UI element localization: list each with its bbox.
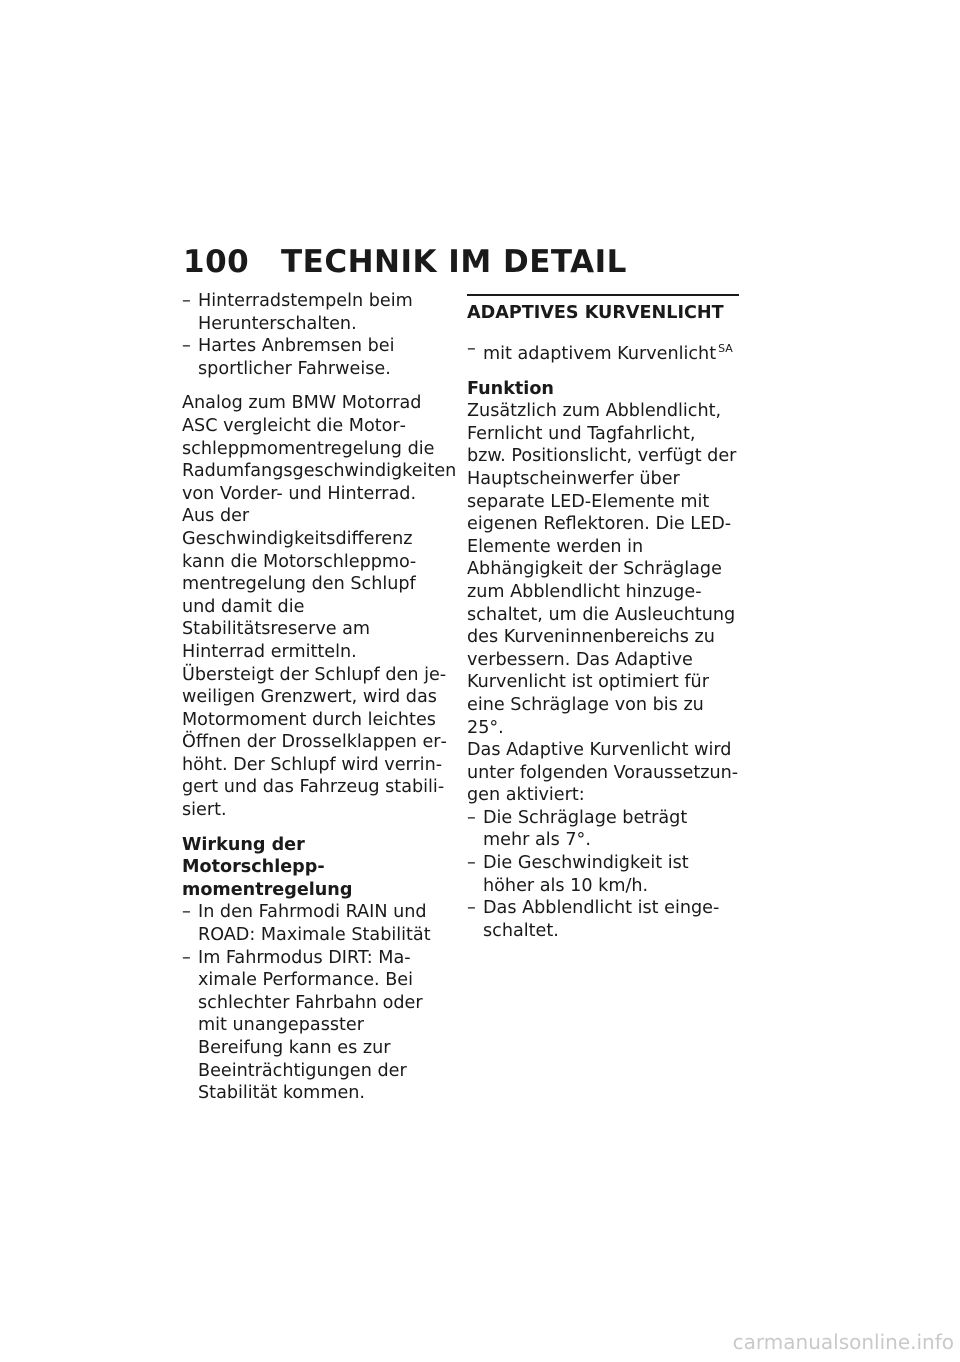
watermark: carmanualsonline.info — [732, 1330, 954, 1354]
equipment-label: mit adaptivem Kurvenlicht — [483, 344, 717, 364]
list-item: – Die Geschwindigkeit ist höher als 10 km/h. — [467, 852, 739, 897]
page-title: TECHNIK IM DETAIL — [281, 244, 627, 280]
list-item: – Die Schräglage beträgt mehr als 7°. — [467, 807, 739, 852]
list-item: – Das Abblendlicht ist eingeschaltet. — [467, 897, 739, 942]
list-item: – Hinterradstempeln beim Herunterschalten. — [182, 290, 452, 335]
list-item: – Hartes Anbremsen bei sportlicher Fahrweise. — [182, 335, 452, 380]
list-item: – In den Fahrmodi RAIN und ROAD: Maximale Stabilität — [182, 901, 452, 946]
subheading-function: Funktion — [467, 378, 554, 399]
page-header — [183, 244, 627, 280]
paragraph-slip-threshold: Übersteigt der Schlupf den jeweiligen Grenzwert, wird das Motormoment durch leichtes Öffnen der Drosselklappen erhöht. Der Schlupf wird verringert und das Fahrzeug stabilisiert. — [182, 664, 447, 821]
section-title: ADAPTIVES KURVENLICHT — [467, 294, 739, 324]
equipment-list — [467, 338, 739, 366]
subheading-effect: Wirkung der Motorschleppmomentregelung — [182, 834, 353, 900]
page-number: 100 — [183, 244, 250, 280]
equipment-item — [467, 338, 739, 366]
special-equipment-marker: SA — [718, 342, 733, 355]
paragraph-asc-comparison: Analog zum BMW Motorrad ASC vergleicht die Motorschleppmomentregelung die Radumfangsgeschwindigkeiten von Vorder- und Hinterrad. Aus der Geschwindigkeitsdifferenz kann die Motorschleppmomentregelung den Schlupf und damit die Stabilitätsreserve am Hinterrad ermitteln. — [182, 393, 457, 662]
riding-mode-list — [182, 901, 452, 1104]
braking-conditions-list — [182, 290, 452, 380]
list-item: – Im Fahrmodus DIRT: Maximale Performance. Bei schlechter Fahrbahn oder mit unangepasster Bereifung kann es zur Beeinträchtigungen der Stabilität kommen. — [182, 947, 452, 1105]
paragraph-function: Zusätzlich zum Abblendlicht, Fernlicht und Tagfahrlicht, bzw. Positionslicht, verfügt der Hauptscheinwerfer über separate LED-Elemente mit eigenen Reflektoren. Die LED-Elemente werden in Abhängigkeit der Schräglage zum Abblendlicht hinzugeschaltet, um die Ausleuchtung des Kurveninnenbereichs zu verbessern. Das Adaptive Kurvenlicht ist optimiert für eine Schräglage von bis zu 25°. — [467, 401, 737, 738]
right-column — [467, 290, 739, 954]
left-column — [182, 290, 457, 1117]
activation-conditions-list — [467, 807, 739, 943]
paragraph-activation: Das Adaptive Kurvenlicht wird unter folgenden Voraussetzungen aktiviert: — [467, 740, 739, 806]
